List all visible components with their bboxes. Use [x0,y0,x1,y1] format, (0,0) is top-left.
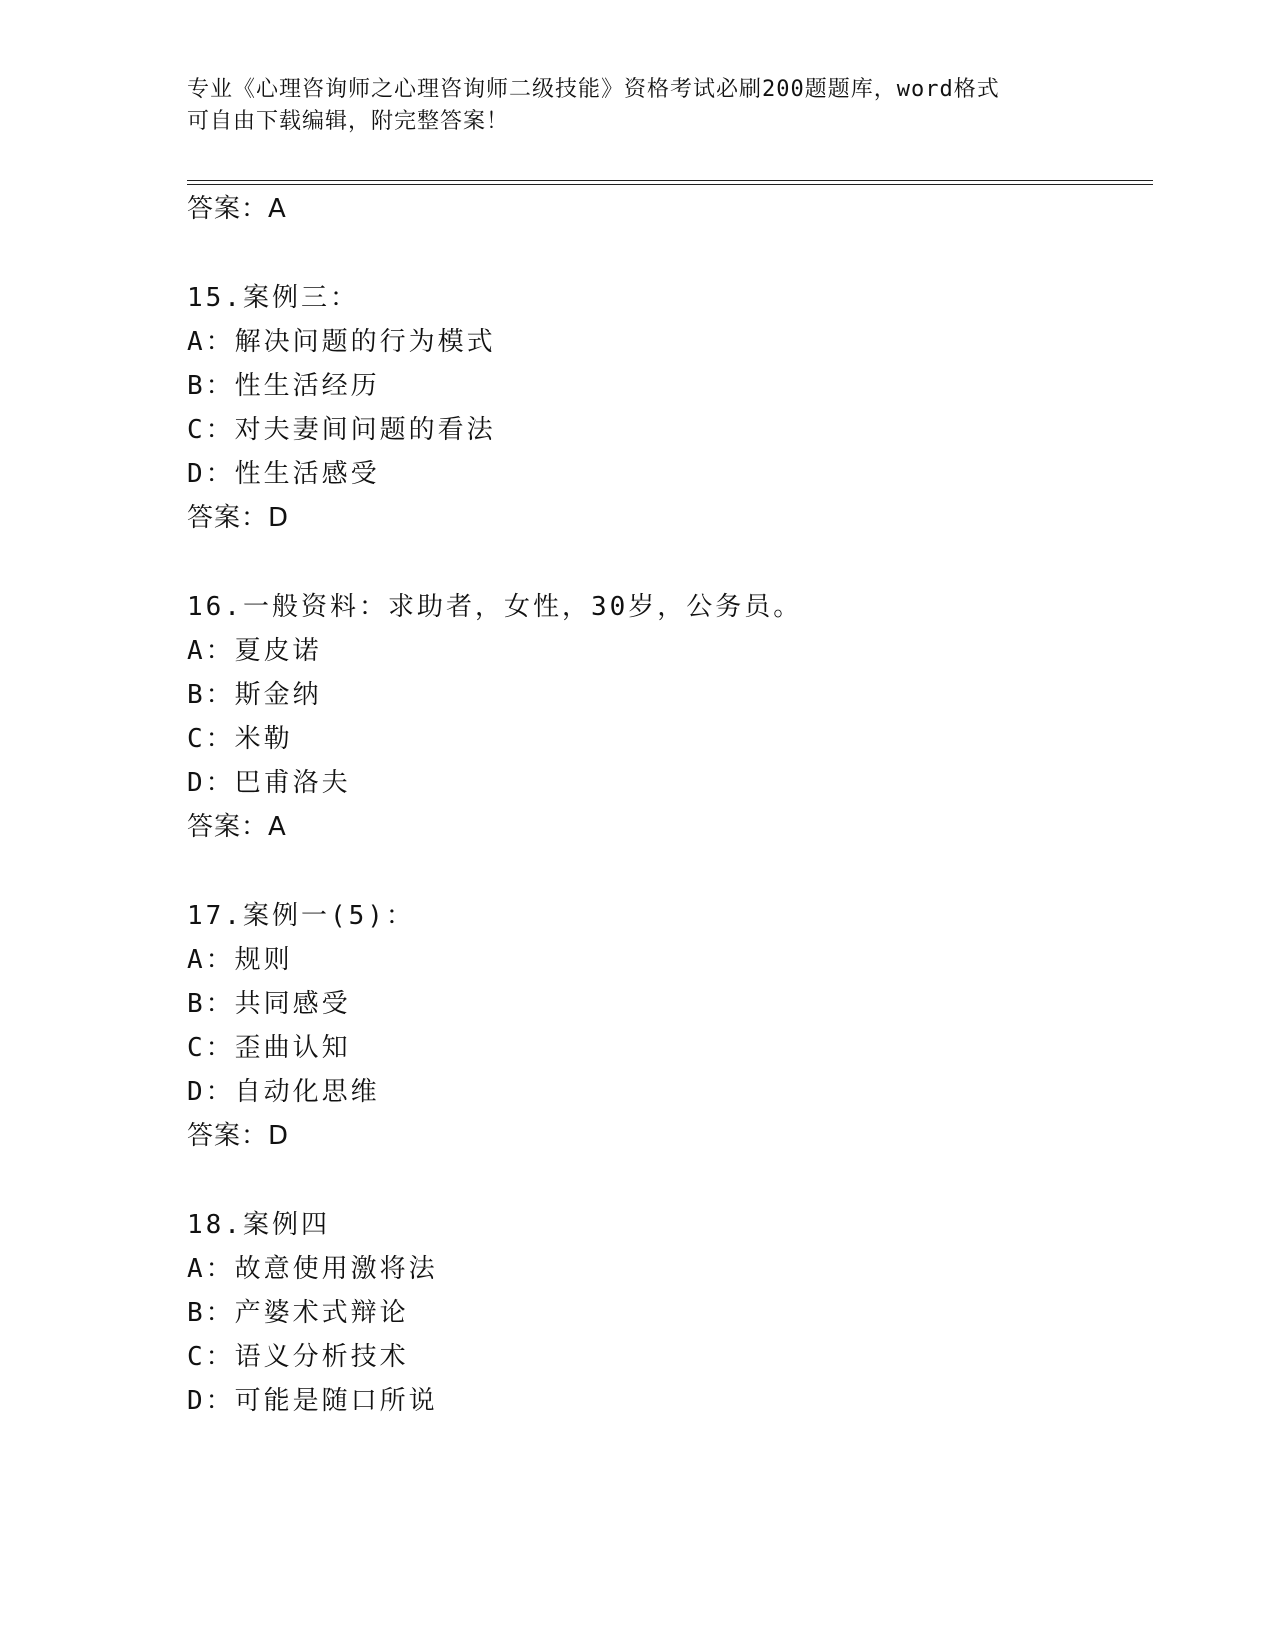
question-16-answer: 答案：A [187,812,287,842]
header-line-1: 专业《心理咨询师之心理咨询师二级技能》资格考试必刷200题题库，word格式 [187,77,1000,102]
document-header [187,74,1087,138]
question-17-option-c: C：歪曲认知 [187,1033,351,1063]
question-17-answer: 答案：D [187,1121,290,1151]
question-18-option-a: A：故意使用激将法 [187,1254,438,1284]
header-divider-bottom [187,184,1153,185]
question-15-option-d: D：性生活感受 [187,459,380,489]
question-18-option-c: C：语义分析技术 [187,1342,409,1372]
question-15-answer: 答案：D [187,503,290,533]
question-16-option-a: A：夏皮诺 [187,636,322,666]
question-17-option-a: A：规则 [187,945,293,975]
previous-answer: 答案：A [187,194,287,224]
question-15-option-c: C：对夫妻间问题的看法 [187,415,496,445]
question-18-option-d: D：可能是随口所说 [187,1386,438,1416]
header-line-2: 可自由下载编辑，附完整答案！ [187,109,510,134]
question-17-option-d: D：自动化思维 [187,1077,380,1107]
question-15-stem: 15.案例三： [187,283,359,313]
question-18-option-b: B：产婆术式辩论 [187,1298,409,1328]
question-15-option-b: B：性生活经历 [187,371,380,401]
question-17-stem: 17.案例一(5)： [187,901,415,931]
question-16-option-c: C：米勒 [187,724,293,754]
question-16-stem: 16.一般资料：求助者，女性，30岁，公务员。 [187,592,803,622]
question-16-option-b: B：斯金纳 [187,680,322,710]
question-15-option-a: A：解决问题的行为模式 [187,327,496,357]
question-18-stem: 18.案例四 [187,1210,330,1240]
header-divider-top [187,180,1153,181]
question-16-option-d: D：巴甫洛夫 [187,768,351,798]
question-17-option-b: B：共同感受 [187,989,351,1019]
